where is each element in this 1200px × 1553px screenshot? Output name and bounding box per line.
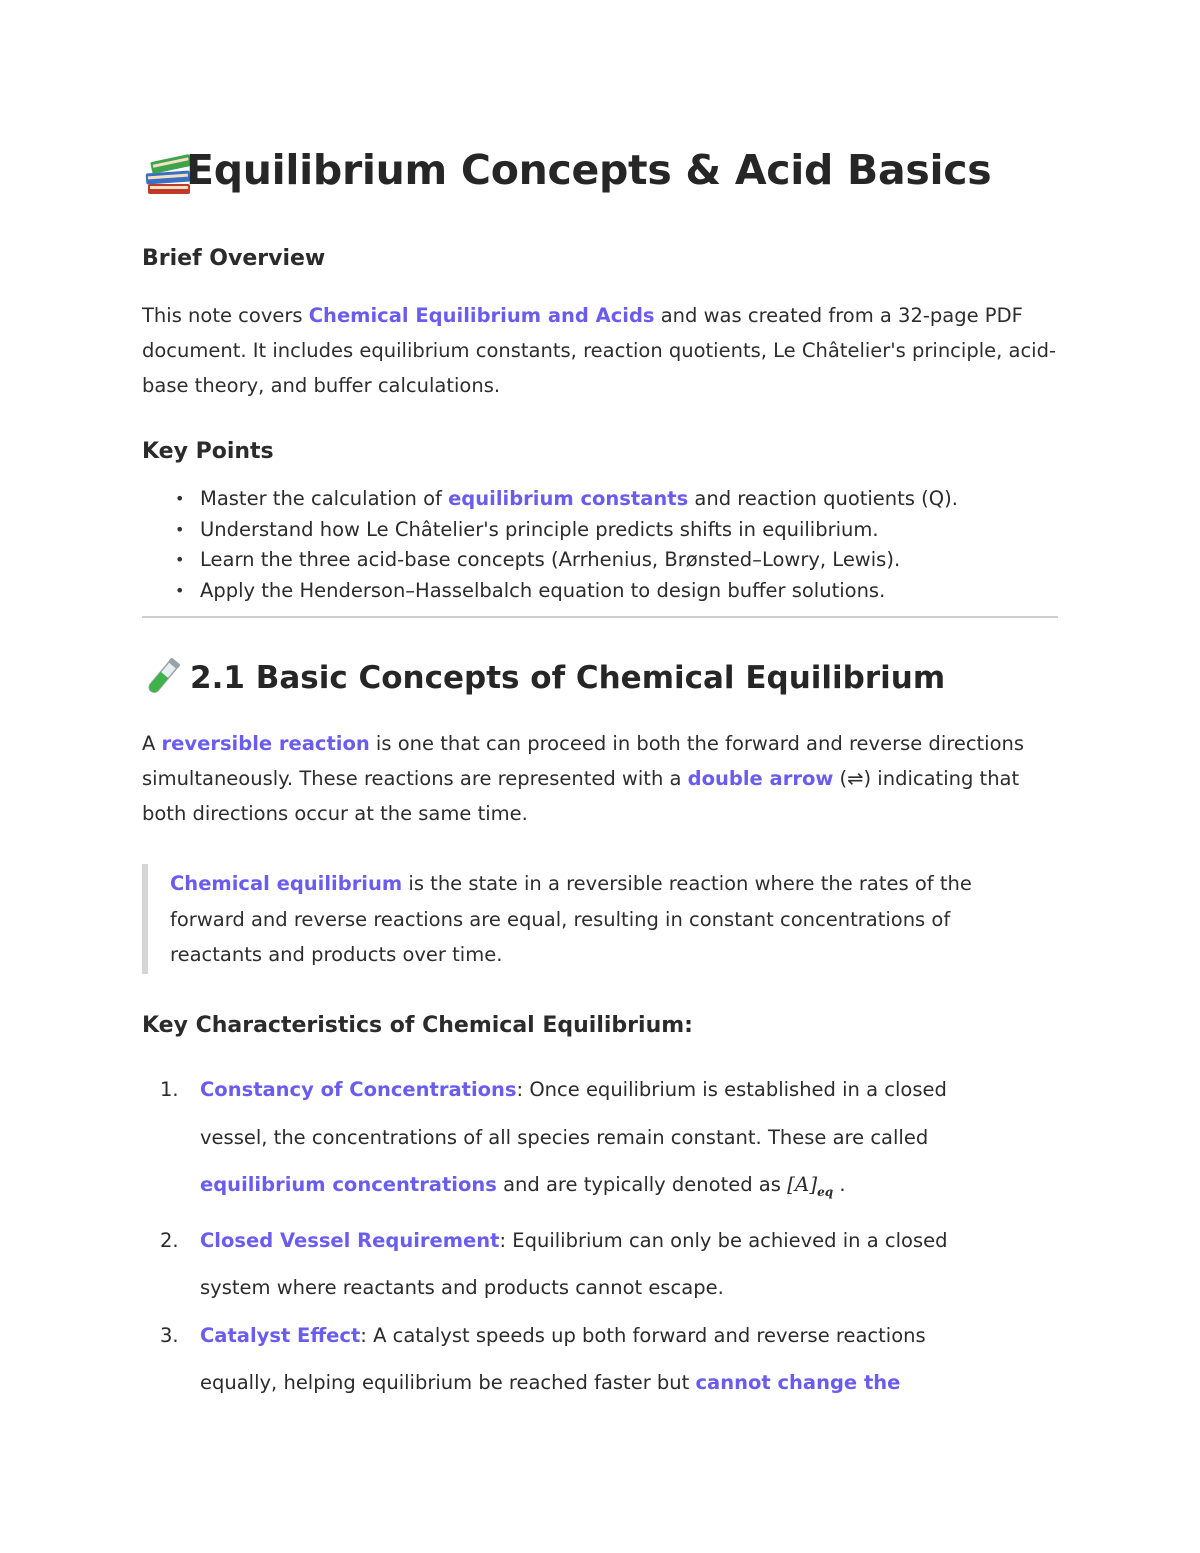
overview-heading: Brief Overview <box>142 246 326 271</box>
key-point-text: and reaction quotients (Q). <box>688 487 958 510</box>
characteristic-text: : Equilibrium can only be achieved in a closed system where reactants and products cannot escape. <box>200 1228 948 1299</box>
overview-text-1: This note covers <box>142 304 309 327</box>
list-item <box>142 1312 1002 1407</box>
list-number: 2. <box>160 1228 179 1252</box>
divider <box>142 616 1058 618</box>
characteristic-highlight: cannot change the <box>695 1371 901 1394</box>
quote-highlight: Chemical equilibrium <box>170 872 403 895</box>
math-base: [A] <box>787 1172 818 1196</box>
characteristic-text: and are typically denoted as <box>496 1173 788 1196</box>
list-number: 3. <box>160 1323 179 1347</box>
list-item <box>142 1066 1002 1217</box>
key-points-list <box>142 484 958 606</box>
characteristic-highlight: Closed Vessel Requirement <box>200 1228 500 1252</box>
intro-highlight: reversible reaction <box>161 732 370 755</box>
characteristic-text: . <box>833 1173 846 1196</box>
characteristic-text: : Once equilibrium is established in a closed vessel, the concentrations of all species remain constant. These are called <box>200 1078 947 1149</box>
characteristic-highlight: Catalyst Effect <box>200 1323 361 1347</box>
overview-highlight: Chemical Equilibrium and Acids <box>308 304 655 327</box>
key-point-text: Master the calculation of <box>200 487 449 510</box>
definition-blockquote <box>142 864 1058 974</box>
characteristic-highlight: equilibrium concentrations <box>200 1173 497 1196</box>
intro-paragraph <box>142 726 1058 831</box>
intro-text: is one that can proceed in both the forward and reverse directions simultaneously. These reactions are represented with a <box>142 732 1025 790</box>
list-item <box>142 1217 1002 1312</box>
list-item <box>142 484 958 515</box>
list-item: • Learn the three acid-base concepts (Arrhenius, Brønsted–Lowry, Lewis). <box>142 545 958 576</box>
quote-text: is the state in a reversible reaction where the rates of the forward and reverse reactions are equal, resulting in constant concentrations of reactants and products over time. <box>170 872 972 966</box>
blockquote-text <box>170 866 1040 973</box>
test-tube-icon <box>142 656 182 700</box>
page-title: Equilibrium Concepts & Acid Basics <box>186 146 992 194</box>
overview-paragraph <box>142 298 1058 403</box>
list-item: • Apply the Henderson–Hasselbalch equation to design buffer solutions. <box>142 576 958 607</box>
blockquote-bar <box>142 864 148 974</box>
characteristic-text: : A catalyst speeds up both forward and reverse reactions equally, helping equilibrium be reached faster but <box>200 1323 926 1394</box>
list-number: 1. <box>160 1078 179 1101</box>
characteristics-list <box>142 1066 1002 1407</box>
intro-text: A <box>142 732 162 755</box>
intro-text: (⇌) indicating that both directions occur at the same time. <box>142 767 1020 825</box>
overview-text-2: and was created from a 32-page PDF document. It includes equilibrium constants, reaction quotients, Le Châtelier's principle, acid-base theory, and buffer calculations. <box>142 304 1057 397</box>
key-point-highlight: equilibrium constants <box>448 487 689 510</box>
list-item: • Understand how Le Châtelier's principle predicts shifts in equilibrium. <box>142 515 958 546</box>
section-heading: 2.1 Basic Concepts of Chemical Equilibrium <box>190 660 946 696</box>
math-expression <box>787 1172 834 1199</box>
characteristic-highlight: Constancy of Concentrations <box>200 1078 517 1101</box>
intro-highlight: double arrow <box>687 767 834 790</box>
characteristics-heading: Key Characteristics of Chemical Equilibrium: <box>142 1013 693 1038</box>
math-subscript: eq <box>817 1185 834 1199</box>
key-points-heading: Key Points <box>142 439 274 464</box>
